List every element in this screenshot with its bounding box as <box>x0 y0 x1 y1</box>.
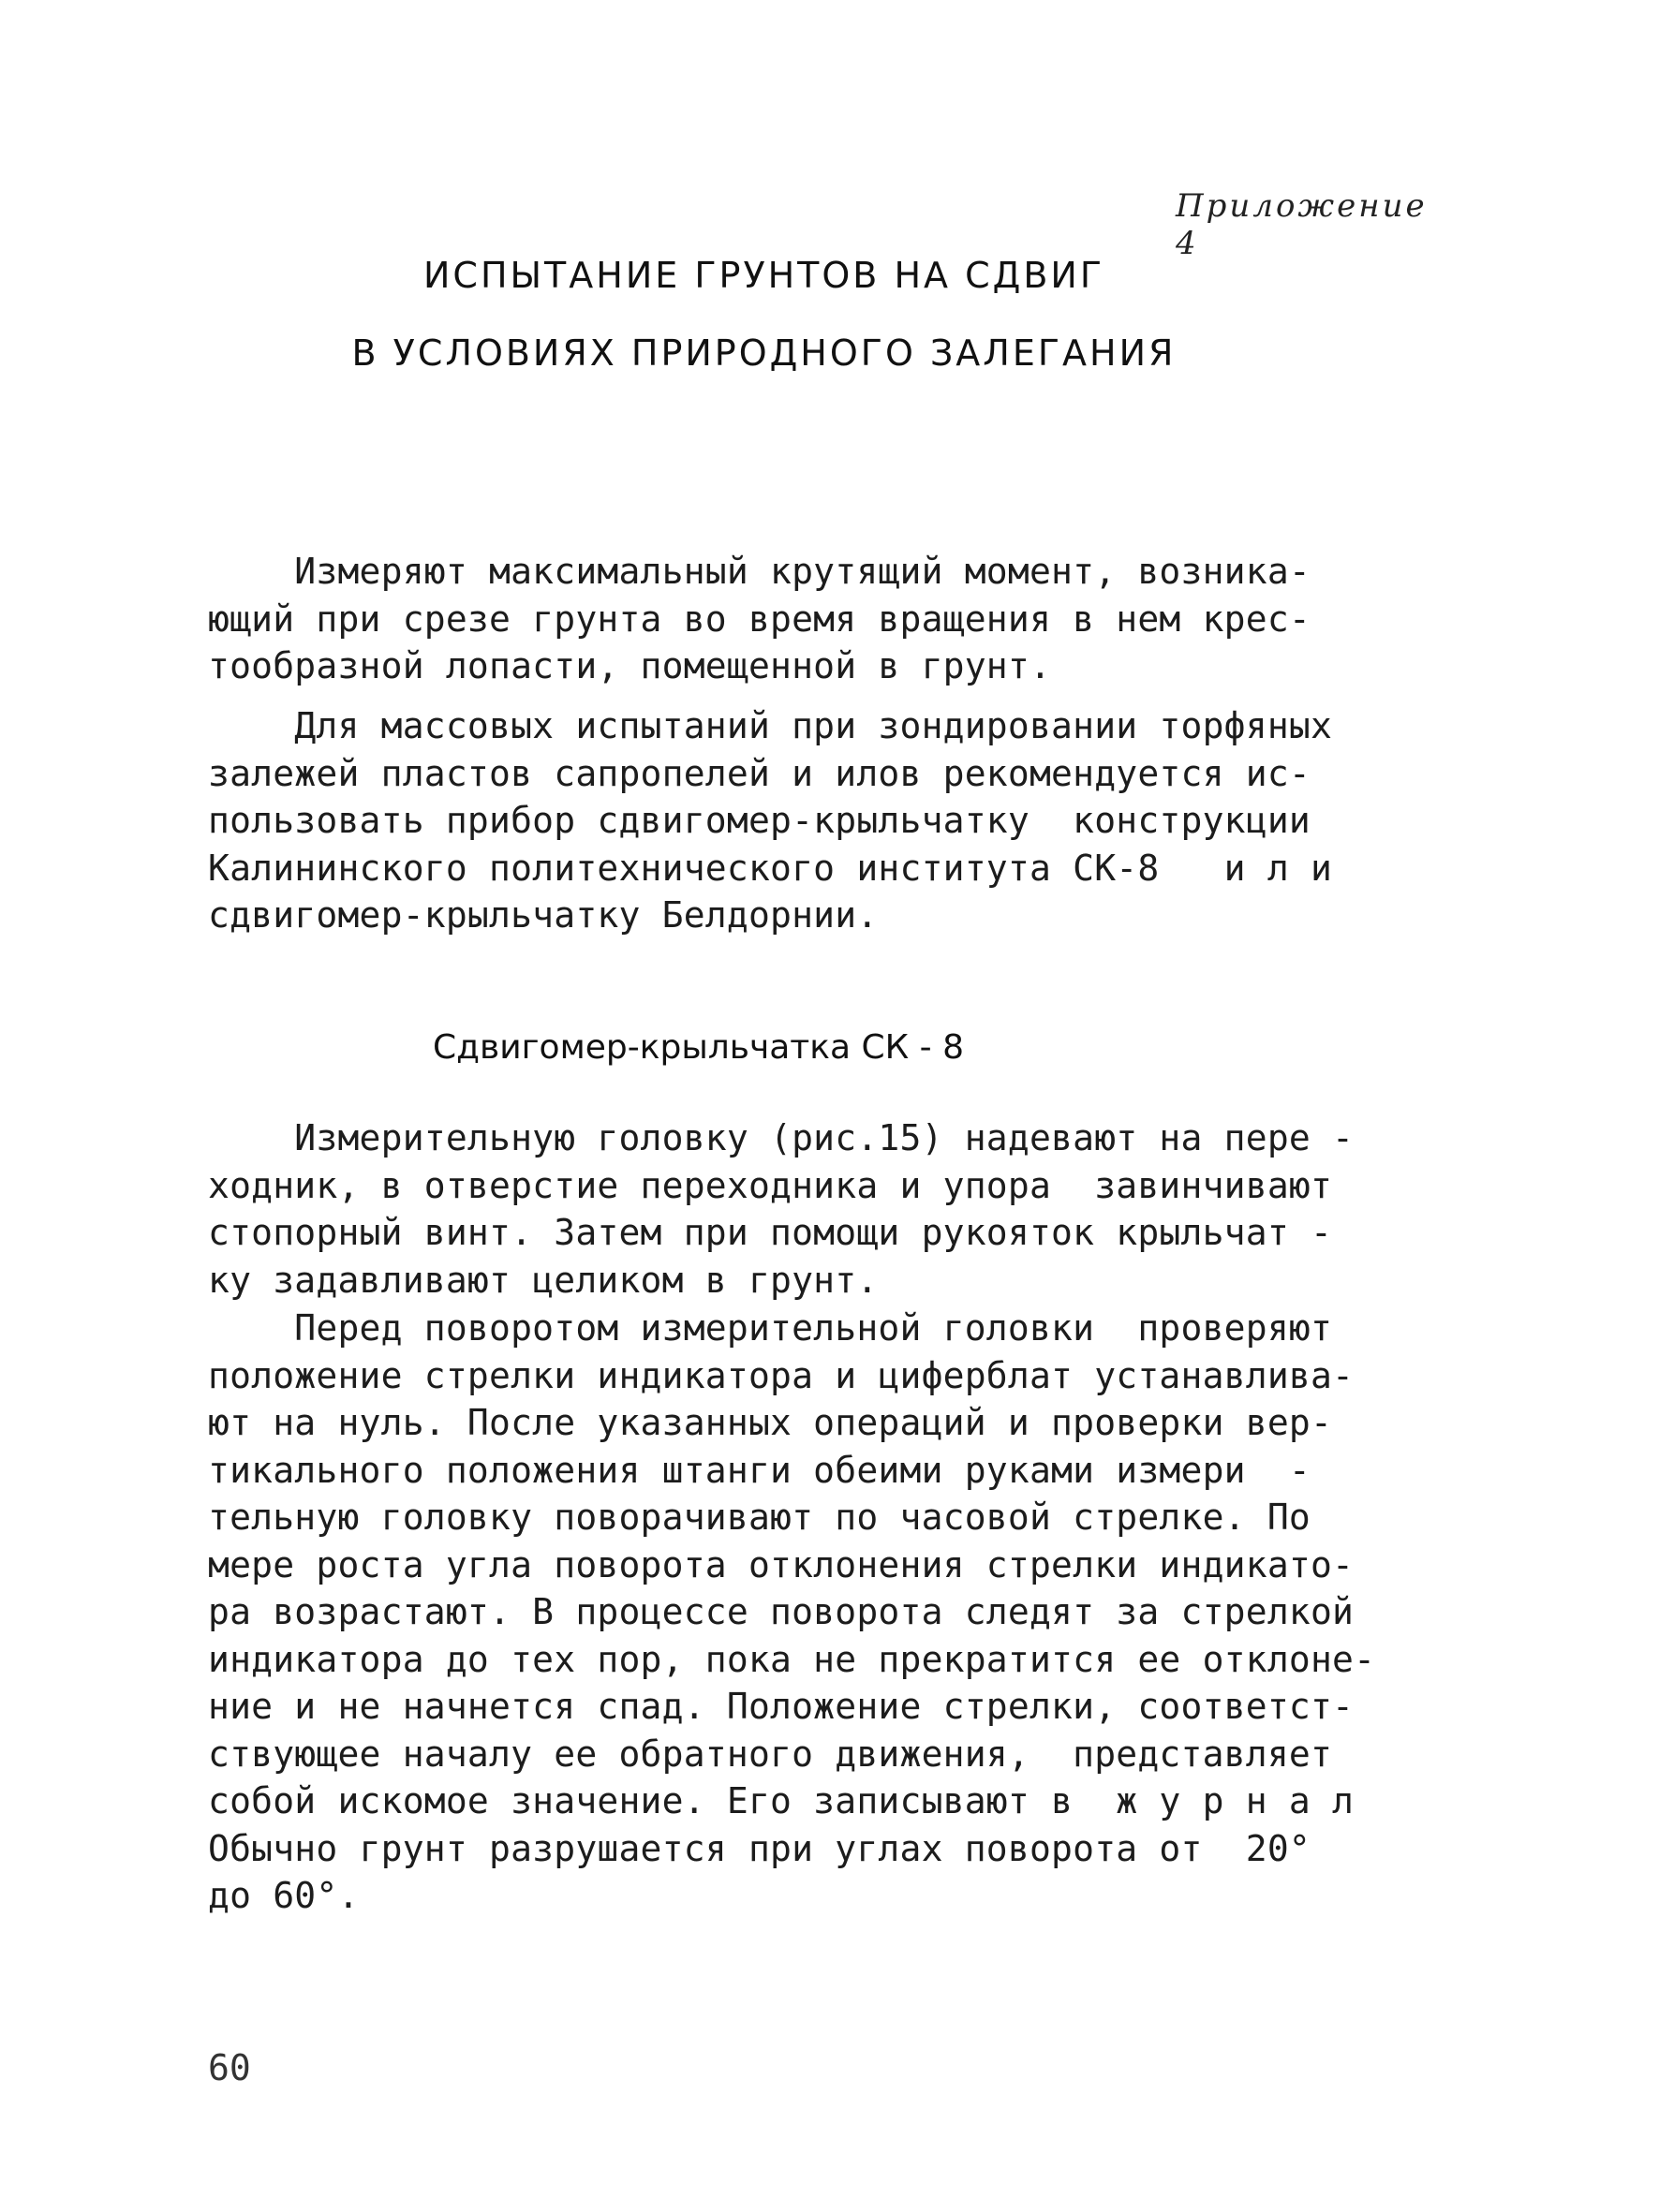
text-line: сдвигомер-крыльчатку Белдорнии. <box>208 894 879 936</box>
appendix-label: Приложение 4 <box>1176 187 1428 262</box>
text-line: Обычно грунт разрушается при углах поворота от 20° <box>208 1827 1311 1869</box>
paragraph-1 <box>208 548 1463 690</box>
text-line: тообразной лопасти, помещенной в грунт. <box>208 645 1052 686</box>
text-line: ствующее началу ее обратного движения, представляет <box>208 1733 1333 1775</box>
paragraph-4 <box>208 1305 1463 1920</box>
text-line: ющий при срезе грунта во время вращения в нем крес- <box>208 597 1311 640</box>
text-line: тельную головку поворачивают по часовой стрелке. По <box>208 1497 1311 1538</box>
paragraph-3 <box>208 1114 1463 1304</box>
text-line: до 60°. <box>208 1875 360 1916</box>
paragraph-2 <box>208 702 1463 939</box>
section-heading-wrapper <box>0 1028 1659 1067</box>
text-line: Измерительную головку (рис.15) надевают на пере - <box>208 1117 1355 1158</box>
text-line: Перед поворотом измерительной головки проверяют <box>208 1307 1333 1349</box>
page-number: 60 <box>208 2047 251 2088</box>
section-heading: Сдвигомер-крыльчатка СК - 8 <box>433 1028 964 1067</box>
text-line: ходник, в отверстие переходника и упора завинчивают <box>208 1164 1333 1206</box>
text-line: положение стрелки индикатора и циферблат устанавлива- <box>208 1354 1355 1396</box>
text-line: пользовать прибор сдвигомер-крыльчатку конструкции <box>208 800 1311 841</box>
page-title-line-1: ИСПЫТАНИЕ ГРУНТОВ НА СДВИГ <box>423 255 1104 296</box>
text-line: ку задавливают целиком в грунт. <box>208 1259 879 1301</box>
text-line: ют на нуль. После указанных операций и проверки вер- <box>208 1402 1333 1443</box>
text-line: тикального положения штанги обеими руками измери - <box>208 1449 1311 1491</box>
page-title-line-2: В УСЛОВИЯХ ПРИРОДНОГО ЗАЛЕГАНИЯ <box>351 332 1177 374</box>
text-line: собой искомое значение. Его записывают в ж у р н а л <box>208 1780 1355 1821</box>
text-line: мере роста угла поворота отклонения стрелки индикато- <box>208 1543 1355 1585</box>
text-line: ра возрастают. В процессе поворота следят за стрелкой <box>208 1591 1355 1632</box>
text-line: индикатора до тех пор, пока не прекратится ее отклоне- <box>208 1638 1376 1680</box>
text-line: Калининского политехнического института СК-8 и л и <box>208 847 1333 889</box>
text-line: стопорный винт. Затем при помощи рукояток крыльчат - <box>208 1212 1333 1253</box>
text-line: Для массовых испытаний при зондировании торфяных <box>208 705 1333 746</box>
text-line: Измеряют максимальный крутящий момент, возника- <box>208 551 1311 592</box>
text-line: ние и не начнется спад. Положение стрелки, соответст- <box>208 1686 1355 1727</box>
text-line: залежей пластов сапропелей и илов рекомендуется ис- <box>208 752 1311 794</box>
